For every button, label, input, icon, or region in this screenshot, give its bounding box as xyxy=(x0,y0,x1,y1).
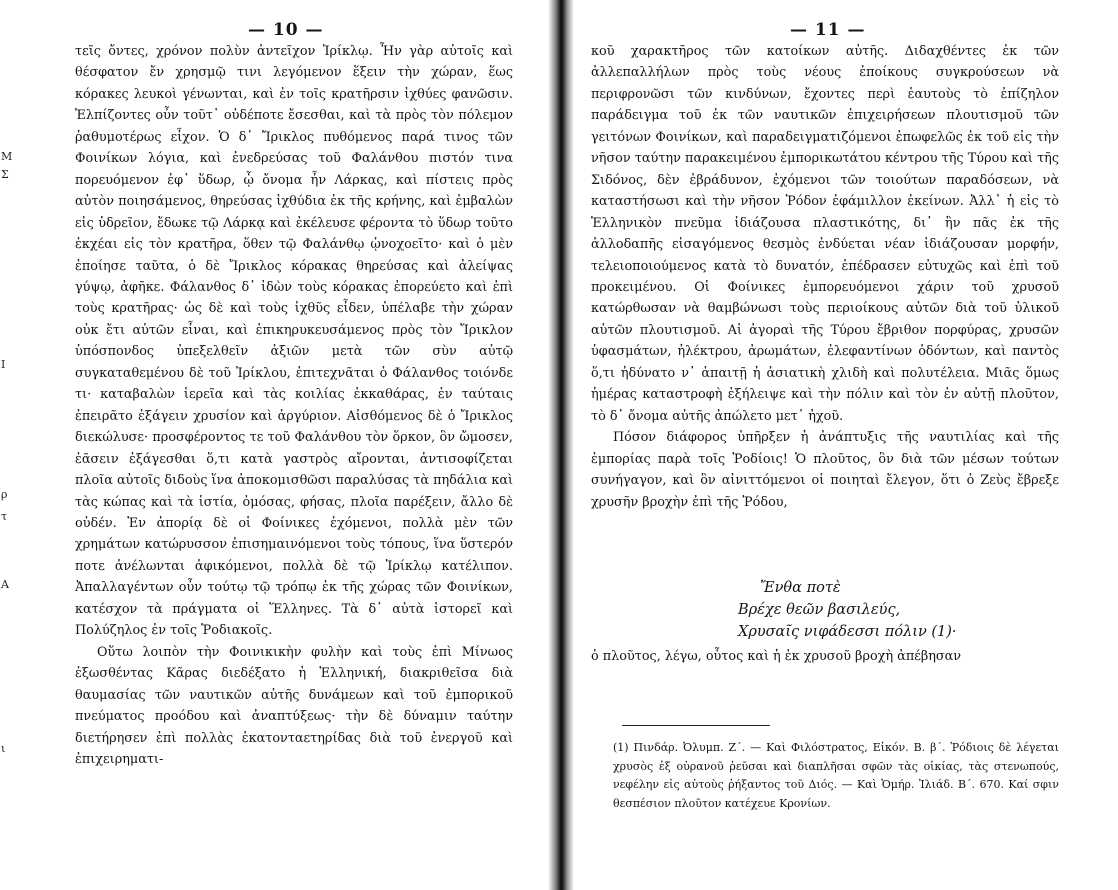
verse-line: Χρυσαῖς νιφάδεσσι πόλιν (1)· xyxy=(738,624,957,640)
page-number: — 10 — xyxy=(248,20,324,40)
paragraph: Πόσον διάφορος ὑπῆρξεν ἡ ἀνάπτυξις τῆς ναυτιλίας καὶ τῆς ἐμπορίας παρὰ τοῖς Ῥοδίοις! Ὁ πλοῦτος, ὃν διὰ τῶν μέσων τούτων συνήγαγον, καὶ ὃν αἰνιττόμενοι οἱ ποιηταὶ ἔλεγον, ὅτι ὁ Ζεὺς ἔβρεξε χρυσῆν βροχὴν ἐπὶ τῆς Ῥόδου, xyxy=(591,430,1059,510)
margin-mark: τ xyxy=(1,510,8,523)
paragraph: κοῦ χαρακτῆρος τῶν κατοίκων αὐτῆς. Διδαχθέντες ἐκ τῶν ἀλλεπαλλήλων πρὸς τοὺς νέους ἐποίκους συγκρούσεων νὰ περιφρονῶσι τῶν κινδύνων, ἔχοντες περὶ ἑαυτοὺς τὸ ἐπίζηλον παράδειγμα τοῦ ἐκ τῶν ναυτικῶν ἐπιχειρήσεων πλουτισμοῦ τῶν γειτόνων Φοινίκων, καὶ παραδειγματιζόμενοι ἐπωφελῶς ἐκ τοῦ εἰς τὴν νῆσον ταύτην παρακειμένου ἐμπορικωτάτου κέντρου τῆς Τύρου καὶ τῆς Σιδόνος, δὲν ἐβράδυνον, ἐχόμενοι τῶν τοιούτων παραδόσεων, νὰ καταστήσωσι καὶ τὴν νῆσον Ῥόδον ἐφάμιλλον ἐκείνων. Ἀλλ᾽ ἡ εἰς τὸ Ἑλληνικὸν πνεῦμα ἰδιάζουσα πλαστικότης, δι᾽ ἣν πᾶς ἐκ τῆς ἀλλοδαπῆς εἰσαγόμενος θεσμὸς ἐνδύεται νέαν ἰδιάζουσαν μορφήν, τελειοποιούμενος κατὰ τὸ δυνατόν, ἐπέδρασεν εὐτυχῶς καὶ ἐπὶ τοῦ προκειμένου. Οἱ Φοίνικες ἐμπορευόμενοι χάριν τοῦ χρυσοῦ κατώρθωσαν νὰ θαμβώνωσι τοὺς περιοίκους αὐτῶν διὰ τοῦ ὑλικοῦ αὐτῶν πλουτισμοῦ. Αἱ ἀγοραὶ τῆς Τύρου ἔβριθον πορφύρας, χρυσῶν ὑφασμάτων, ἠλέκτρου, ἀρωμάτων, ἐλεφαντίνων ὀδόντων, καὶ παντὸς ὅ,τι ἠδύνατο ν᾽ ἀπαιτῇ ἡ ἀσιατικὴ χλιδὴ καὶ πολυτέλεια. Μιᾶς ὅμως ἡμέρας καταστροφὴ ἐξήλειψε καὶ τὴν πόλιν καὶ τὸν ἐν αὐτῇ πλοῦτον, τὸ δ᾽ ὄνομα αὐτῆς ἀπώλετο μετ᾽ ἠχοῦ. xyxy=(591,44,1059,424)
footnote-rule xyxy=(622,725,770,726)
paragraph: ὁ πλοῦτος, λέγω, οὗτος καὶ ἡ ἐκ χρυσοῦ βροχὴ ἀπέβησαν xyxy=(591,649,962,664)
right-page xyxy=(566,0,1118,890)
margin-mark: Μ xyxy=(1,150,13,163)
left-body-text xyxy=(75,41,513,770)
margin-mark: ρ xyxy=(1,488,8,501)
verse-line: Ἔνθα ποτὲ xyxy=(760,580,841,596)
margin-mark: ι xyxy=(1,742,6,755)
left-margin-marks xyxy=(0,0,14,890)
page-number: — 11 — xyxy=(790,20,866,40)
margin-mark: Α xyxy=(1,578,9,591)
footnote: (1) Πινδάρ. Ὀλυμπ. Ζ΄. — Καὶ Φιλόστρατος, Εἰκόν. Β. β΄. Ῥόδιοις δὲ λέγεται χρυσὸς ἐξ οὐρανοῦ ῥεῦσαι καὶ διαπλῆσαι σφῶν τὰς οἰκίας, τὰς στενωπούς, νεφέλην εἰς αὐτοὺς ῥήξαντος τοῦ Διός. — Καὶ Ὁμήρ. Ἰλιάδ. Β΄. 670. Καί σφιν θεσπέσιον πλοῦτον κατέχευε Κρονίων. xyxy=(613,741,1059,810)
after-verse-text xyxy=(591,646,1059,667)
verse-line: Βρέχε θεῶν βασιλεύς, xyxy=(738,602,901,618)
paragraph: τεῖς ὄντες, χρόνον πολὺν ἀντεῖχον Ἰρίκλῳ. Ἦν γὰρ αὐτοῖς καὶ θέσφατον ἔν χρησμῷ τινι λεγόμενον ἕξειν τὴν χώραν, ἕως κόρακες λευκοὶ γένωνται, καὶ ἐν τοῖς κρατῆρσιν ἰχθύες φανῶσιν. Ἐλπίζοντες οὖν τοῦτ᾽ οὐδέποτε ἔσεσθαι, καὶ τὰ πρὸς τὸν πόλεμον ῥαθυμοτέρως εἶχον. Ὁ δ᾽ Ἴρικλος πυθόμενος παρά τινος τῶν Φοινίκων λόγια, καὶ ἐνεδρεύσας τοῦ Φαλάνθου πιστόν τινα πορευόμενον ἐφ᾽ ὕδωρ, ᾧ ὄνομα ἦν Λάρκας, καὶ πίστεις πρὸς αὐτὸν ποιησάμενος, θηρεύσας ἰχθύδια ἐκ τῆς κρήνης, καὶ ἐμβαλὼν εἰς ὑδρεῖον, ἔδωκε τῷ Λάρκᾳ καὶ ἐκέλευσε φέροντα τὸ ὕδωρ τοῦτο ἐκχέαι εἰς τὸν κρατῆρα, ὅθεν τῷ Φαλάνθῳ ᾠνοχοεῖτο· καὶ ὁ μὲν ἐποίησε ταῦτα, ὁ δὲ Ἴρικλος κόρακας θηρεύσας καὶ ἀλείψας γύψῳ, ἀφῆκε. Φάλανθος δ᾽ ἰδὼν τοὺς κόρακας ἐπορεύετο καὶ ἐπὶ τοὺς κρατῆρας· ὡς δὲ καὶ τοὺς ἰχθῦς εἶδεν, ὑπέλαβε τὴν χώραν οὐκ ἔτι αὐτῶν εἶναι, καὶ ἐπικηρυκευσάμενος πρὸς τὸν Ἴρικλον ὑπόσπονδος ὑπεξελθεῖν ἀξιῶν μετὰ τῶν σὺν αὐτῷ συγκαταθεμένου δὲ τοῦ Ἰρίκλου, ἐπιτεχνᾶται ὁ Φάλανθος τοιόνδε τι· καταβαλὼν ἱερεῖα καὶ τὰς κοιλίας ἐκκαθάρας, ἐν ταύταις ἐπειρᾶτο ἐξάγειν χρυσίον καὶ ἀργύριον. Αἰσθόμενος δὲ ὁ Ἴρικλος διεκώλυσε· προσφέροντος τε τοῦ Φαλάνθου τὸν ὅρκον, ὃν ὤμοσεν, ἐᾶσειν ἐξάγεσθαι ὅ,τι κατὰ γαστρὸς αἴρονται, ἀντισοφίζεται πλοῖα αὐτοῖς διδοὺς ἵνα ἀποκομισθῶσι παραλύσας τὰ πηδάλια καὶ τὰς κώπας καὶ τὰ ἱστία, ὀμόσας, φήσας, πλοῖα παρέξειν, ἄλλο δὲ οὐδέν. Ἐν ἀπορίᾳ δὲ οἱ Φοίνικες ἐχόμενοι, πολλὰ μὲν τῶν χρημάτων κατώρυσσον ἐπισημαινόμενοι τοὺς τόπους, ἵνα ὕστερόν ποτε ἀνέλωνται ἀφικόμενοι, πολλὰ δὲ τῷ Ἰρίκλῳ κατέλιπον. Ἀπαλλαγέντων οὖν τούτῳ τῷ τρόπῳ ἐκ τῆς χώρας τῶν Φοινίκων, κατέσχον τὰ πράγματα οἱ Ἕλληνες. Τὰ δ᾽ αὐτὰ ἱστορεῖ καὶ Πολύζηλος ἐν τοῖς Ῥοδιακοῖς. xyxy=(75,44,513,639)
paragraph: Οὕτω λοιπὸν τὴν Φοινικικὴν φυλὴν καὶ τοὺς ἐπὶ Μίνωος ἐξωσθέντας Κᾶρας διεδέξατο ἡ Ἑλληνική, διακριθεῖσα διὰ θαυμασίας τῶν ναυτικῶν αὐτῆς δυνάμεων καὶ τοῦ ἐμπορικοῦ πνεύματος προόδου καὶ ἀναπτύξεως· τὴν δὲ δύναμιν ταύτην διετήρησεν ἐπὶ πολλὰς ἑκατονταετηρίδας διὰ τοῦ ἐνεργοῦ καὶ ἐπιχειρηματι- xyxy=(75,644,513,767)
verse-quote xyxy=(738,577,957,643)
right-body-text xyxy=(591,41,1059,513)
margin-mark: Σ xyxy=(1,168,9,181)
margin-mark: Ι xyxy=(1,358,6,371)
